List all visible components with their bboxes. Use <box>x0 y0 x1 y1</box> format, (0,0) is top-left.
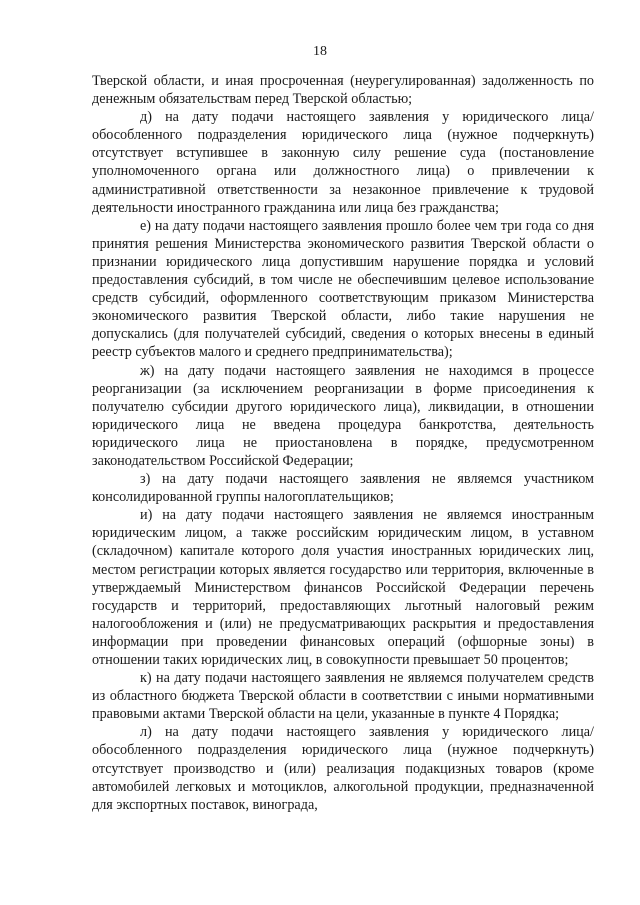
paragraph-item-i: и) на дату подачи настоящего заявления не являемся иностранным юридическим лицом, а также российским юридическим лицом, в уставном (складочном) капитале которого доля участия иностранных юридических лиц, местом регистрации которых является государство или территория, включенные в утверждаемый Министерством финансов Российской Федерации перечень государств и территорий, предоставляющих льготный налоговый режим налогообложения и (или) не предусматривающих раскрытия и предоставления информации при проведении финансовых операций (офшорные зоны) в отношении таких юридических лиц, в совокупности превышает 50 процентов; <box>92 507 594 668</box>
paragraph-item-d: д) на дату подачи настоящего заявления у юридического лица/обособленного подразделения юридического лица (нужное подчеркнуть) отсутствует вступившее в законную силу решение суда (постановление уполномоченного органа или должностного лица) о привлечении к административной ответственности за незаконное привлечение к трудовой деятельности иностранного гражданина или лица без гражданства; <box>92 109 594 216</box>
document-body <box>92 72 594 814</box>
paragraph-continuation: Тверской области, и иная просроченная (неурегулированная) задолженность по денежным обязательствам перед Тверской областью; <box>92 73 594 108</box>
paragraph-item-zh: ж) на дату подачи настоящего заявления не находимся в процессе реорганизации (за исключением реорганизации в форме присоединения к получателю субсидии другого юридического лица), ликвидации, в отношении юридического лица не введена процедура банкротства, деятельность юридического лица не приостановлена в порядке, предусмотренном законодательством Российской Федерации; <box>92 362 594 469</box>
paragraph-item-k: к) на дату подачи настоящего заявления не являемся получателем средств из областного бюджета Тверской области в соответствии с иными нормативными правовыми актами Тверской области на цели, указанные в пункте 4 Порядка; <box>92 670 594 723</box>
paragraph-item-e: е) на дату подачи настоящего заявления прошло более чем три года со дня принятия решения Министерства экономического развития Тверской области о признании юридического лица допустившим нарушение порядка и условий предоставления субсидий, в том числе не обеспечившим целевое использование средств субсидий, оформленного соответствующим приказом Министерства экономического развития Тверской области, либо такие нарушения не допускались (для получателей субсидий, сведения о которых внесены в единый реестр субъектов малого и среднего предпринимательства); <box>92 217 594 361</box>
paragraph-item-l: л) на дату подачи настоящего заявления у юридического лица/обособленного подразделения юридического лица (нужное подчеркнуть) отсутствует производство и (или) реализация подакцизных товаров (кроме автомобилей легковых и мотоциклов, алкогольной продукции, предназначенной для экспортных поставок, винограда, <box>92 724 594 813</box>
paragraph-item-z: з) на дату подачи настоящего заявления не являемся участником консолидированной группы налогоплательщиков; <box>92 471 594 506</box>
page-number: 18 <box>313 44 327 59</box>
